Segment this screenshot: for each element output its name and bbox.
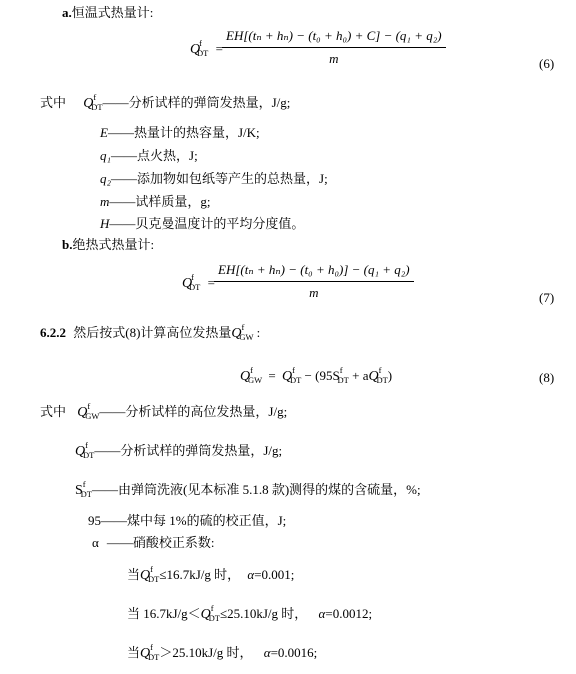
def-desc: ——试样质量，g; bbox=[109, 194, 211, 209]
section-b-label: b. bbox=[62, 237, 73, 252]
eq8-rhs-s-sub: DT bbox=[337, 375, 349, 385]
eq7-number: (7) bbox=[539, 290, 555, 305]
alpha-symbol: α bbox=[92, 535, 99, 550]
section-622-number: 6.2.2 bbox=[40, 325, 66, 340]
case-symbol: Q bbox=[140, 568, 151, 583]
def-symbol: E bbox=[100, 125, 108, 140]
section-a-title: 恒温式热量计: bbox=[71, 5, 154, 20]
case-row-2 bbox=[127, 604, 372, 623]
case-prefix: 当 bbox=[127, 567, 141, 582]
eq6-lhs bbox=[190, 38, 223, 58]
eq6-lhs-sup: f bbox=[199, 38, 202, 48]
where2-row-alpha bbox=[88, 536, 214, 549]
eq6-number: (6) bbox=[539, 56, 555, 71]
where2-sup: f bbox=[82, 479, 86, 489]
case-sup: f bbox=[150, 564, 153, 574]
def-row-q2 bbox=[100, 172, 328, 185]
where1-desc: ——分析试样的弹筒发热量，J/g; bbox=[102, 95, 291, 110]
where1-sub: DT bbox=[91, 102, 103, 112]
where2-symbol: S bbox=[75, 483, 83, 498]
const-95: 95 bbox=[88, 513, 101, 528]
eq7-fraction bbox=[214, 262, 414, 301]
eq8-rhs-s-sup: f bbox=[339, 365, 343, 375]
where2-sup: f bbox=[87, 401, 91, 411]
case-prefix: 当 16.7kJ/g＜ bbox=[127, 606, 201, 621]
eq7-lhs bbox=[182, 272, 215, 292]
section-622-sup: f bbox=[241, 322, 245, 332]
where2-symbol: Q bbox=[77, 405, 88, 420]
eq8-rhs-q2-sub: DT bbox=[376, 375, 388, 385]
where1-prefix: 式中 bbox=[40, 95, 67, 110]
const-95-desc: ——煤中每 1%的硫的校正值，J; bbox=[101, 513, 287, 528]
eq6-fraction bbox=[222, 28, 446, 67]
case-alpha: α bbox=[247, 567, 255, 582]
section-622-symbol: Q bbox=[231, 326, 242, 341]
section-a-heading bbox=[62, 6, 153, 19]
eq7-equals: = bbox=[207, 275, 215, 290]
eq8-lhs-sub: GW bbox=[247, 375, 263, 385]
where1-sup: f bbox=[93, 92, 97, 102]
case-sub: DT bbox=[208, 613, 220, 623]
case-row-1 bbox=[127, 565, 294, 584]
where2-symbol: Q bbox=[75, 444, 86, 459]
where2-row-3 bbox=[75, 480, 421, 499]
eq6-denominator: m bbox=[329, 51, 339, 66]
case-prefix: 当 bbox=[127, 645, 141, 660]
case-symbol: Q bbox=[200, 607, 211, 622]
eq7-lhs-symbol: Q bbox=[182, 276, 193, 291]
case-value: =0.0012; bbox=[325, 606, 373, 621]
def-desc: ——贝克曼温度计的平均分度值。 bbox=[109, 216, 305, 231]
def-row-q1 bbox=[100, 149, 198, 162]
def-symbol: q₁ bbox=[100, 148, 112, 163]
eq8-lhs-sup: f bbox=[250, 365, 253, 375]
eq6-equals: = bbox=[215, 41, 223, 56]
def-row-m bbox=[100, 195, 211, 208]
case-alpha: α bbox=[263, 645, 271, 660]
eq8-equals: = bbox=[268, 368, 276, 383]
def-symbol: q₂ bbox=[100, 171, 112, 186]
case-symbol: Q bbox=[140, 646, 151, 661]
def-symbol: H bbox=[100, 216, 110, 231]
eq7-lhs-sub: DT bbox=[188, 282, 201, 292]
eq8-rhs-q: Q bbox=[281, 369, 293, 384]
where1-row bbox=[40, 93, 290, 112]
def-desc: ——热量计的热容量，J/K; bbox=[107, 125, 260, 140]
eq8 bbox=[240, 366, 392, 385]
eq6-numerator: EH[(tₙ + hₙ) − (t₀ + h₀) + C] − (q₁ + q₂) bbox=[226, 28, 442, 43]
case-sup: f bbox=[210, 603, 214, 613]
section-622-heading bbox=[40, 323, 260, 342]
case-value: =0.001; bbox=[254, 567, 295, 582]
eq6-lhs-sub: DT bbox=[196, 48, 209, 58]
case-sub: DT bbox=[147, 652, 160, 662]
eq8-rhs-q-sub: DT bbox=[289, 375, 302, 385]
eq7-denominator: m bbox=[309, 285, 319, 300]
case-condition: ≤25.10kJ/g 时， bbox=[219, 606, 308, 621]
where2-sub: DT bbox=[82, 450, 95, 460]
case-value: =0.0016; bbox=[270, 645, 318, 660]
case-alpha: α bbox=[318, 606, 326, 621]
def-symbol: m bbox=[100, 194, 110, 209]
where2-sup: f bbox=[85, 440, 88, 450]
case-row-3 bbox=[127, 643, 317, 662]
section-a-label: a. bbox=[62, 5, 72, 20]
eq8-rhs-plus: + a bbox=[352, 368, 369, 383]
case-sub: DT bbox=[147, 574, 160, 584]
section-622-sub: GW bbox=[239, 332, 254, 342]
where2-row-95 bbox=[88, 514, 286, 527]
where1-symbol: Q bbox=[83, 96, 94, 111]
eq6-lhs-symbol: Q bbox=[190, 42, 201, 57]
where2-sub: DT bbox=[80, 489, 92, 499]
def-desc: ——添加物如包纸等产生的总热量，J; bbox=[111, 171, 328, 186]
case-condition: ≤16.7kJ/g 时， bbox=[159, 567, 241, 582]
where2-row-2 bbox=[75, 441, 282, 460]
eq7-lhs-sup: f bbox=[191, 272, 194, 282]
eq7-numerator: EH[(tₙ + hₙ) − (t₀ + h₀)] − (q₁ + q₂) bbox=[218, 262, 410, 277]
eq8-rhs-q2-sup: f bbox=[378, 365, 382, 375]
alpha-desc: ——硝酸校正系数: bbox=[106, 535, 215, 550]
case-sup: f bbox=[150, 642, 153, 652]
def-row-E bbox=[100, 126, 260, 139]
section-622-text: 然后按式(8)计算高位发热量 bbox=[73, 325, 232, 340]
def-desc: ——点火热，J; bbox=[111, 148, 198, 163]
section-b-heading bbox=[62, 238, 154, 251]
def-row-H bbox=[100, 217, 304, 230]
case-condition: ＞25.10kJ/g 时， bbox=[159, 645, 253, 660]
where2-desc: ——分析试样的高位发热量，J/g; bbox=[99, 404, 288, 419]
where2-desc: ——由弹筒洗液(见本标准 5.1.8 款)测得的煤的含硫量，%; bbox=[91, 482, 421, 497]
eq8-number: (8) bbox=[539, 370, 555, 385]
where2-desc: ——分析试样的弹筒发热量，J/g; bbox=[94, 443, 283, 458]
where2-sub: GW bbox=[85, 411, 100, 421]
section-622-colon: : bbox=[256, 325, 261, 340]
where2-prefix: 式中 bbox=[40, 404, 67, 419]
where2-row-1 bbox=[40, 402, 287, 421]
eq8-rhs-q2: Q bbox=[368, 369, 379, 384]
eq8-rhs-mid: − (95S bbox=[304, 368, 340, 383]
eq8-rhs-close: ) bbox=[387, 368, 393, 383]
eq8-lhs-symbol: Q bbox=[240, 369, 251, 384]
section-b-title: 绝热式热量计: bbox=[72, 237, 155, 252]
eq8-rhs-q-sup: f bbox=[292, 365, 295, 375]
